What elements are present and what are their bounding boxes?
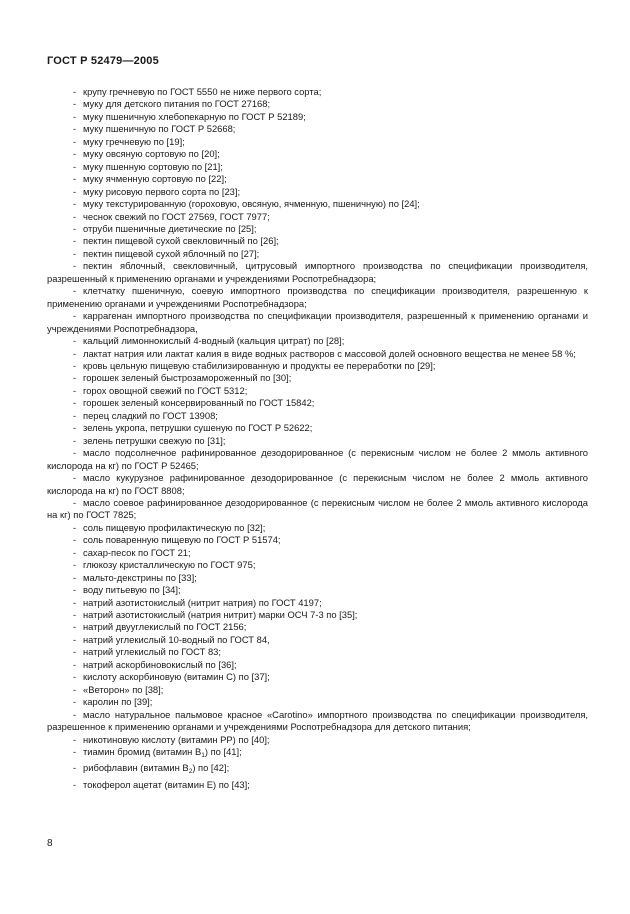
list-item [47,597,588,609]
list-dash: - [73,778,77,790]
list-dash: - [73,658,77,670]
list-dash: - [73,397,77,409]
list-item [47,684,588,696]
list-item [47,372,588,384]
list-item [47,547,588,559]
list-dash: - [73,185,77,197]
list-item-text: кислоту аскорбиновую (витамин С) по [37]; [83,671,270,683]
subscript-text: 2 [188,768,193,776]
list-item [47,609,588,621]
list-item [47,385,588,397]
list-item [47,709,588,734]
list-item [47,360,588,372]
document-header: ГОСТ Р 52479—2005 [47,55,159,67]
list-item [47,348,588,360]
list-item-text: крупу гречневую по ГОСТ 5550 не ниже первого сорта; [83,86,322,97]
ingredient-list [47,86,588,791]
list-item [47,534,588,546]
list-item [47,98,588,110]
list-item [47,285,588,310]
list-item-text: муку пшеничную по ГОСТ Р 52668; [83,123,236,135]
list-item-text: масло кукурузное рафинированное дезодорированное (с перекисным числом не более 2 ммоль активного кислорода на кг) по ГОСТ 8808; [47,472,588,496]
list-item [47,223,588,235]
list-dash: - [73,621,77,633]
list-dash: - [73,762,77,774]
list-item-text: натрий аскорбиновокислый по [36]; [83,658,237,670]
list-item [47,646,588,658]
list-item-text: горох овощной свежий по ГОСТ 5312; [83,384,248,396]
list-item-text: горошек зеленый быстрозамороженный по [30]; [83,372,292,384]
list-item [47,148,588,160]
list-item-text: отруби пшеничные диетические по [25]; [83,222,257,234]
list-dash: - [73,584,77,596]
list-dash: - [73,496,77,508]
list-item [47,746,588,762]
list-item [47,198,588,210]
list-dash: - [73,733,77,745]
list-dash: - [73,434,77,446]
list-dash: - [73,646,77,658]
list-dash: - [73,285,77,297]
list-item [47,559,588,571]
list-dash: - [73,222,77,234]
list-item [47,522,588,534]
list-item [47,572,588,584]
list-item-text: чеснок свежий по ГОСТ 27569, ГОСТ 7977; [83,210,270,222]
list-item [47,659,588,671]
list-dash: - [73,135,77,147]
list-item [47,211,588,223]
list-item-text: натрий азотистокислый (нитрит натрия) по ГОСТ 4197; [83,596,322,608]
list-item-text: масло натуральное пальмовое красное «Carotino» импортного производства по спецификации производителя, разрешенное к применению органами и учреждениями Роспотребнадзора для детского питания; [47,708,588,733]
list-dash: - [73,708,77,720]
list-item [47,472,588,497]
list-dash: - [73,671,77,683]
list-item-text: зелень петрушки свежую по [31]; [83,434,226,446]
list-item [47,584,588,596]
list-item-text: муку рисовую первого сорта по [23]; [83,185,241,197]
list-dash: - [73,534,77,546]
list-item-text: зелень укропа, петрушки сушеную по ГОСТ Р 52622; [83,422,313,434]
list-dash: - [73,372,77,384]
list-dash: - [73,472,77,484]
list-item-text: воду питьевую по [34]; [83,584,181,596]
list-item-text: муку для детского питания по ГОСТ 27168; [83,98,271,110]
list-dash: - [73,98,77,110]
list-item-text: каррагенан импортного производства по спецификации производителя, разрешенный к применению органами и учреждениями Роспотребнадзора, [47,310,588,334]
list-dash: - [73,173,77,185]
list-dash: - [73,310,77,322]
list-dash: - [73,235,77,247]
list-dash: - [73,110,77,122]
list-dash: - [73,210,77,222]
list-item [47,173,588,185]
list-dash: - [73,148,77,160]
list-item [47,497,588,522]
list-item-text: мальто-декстрины по [33]; [83,571,197,583]
list-item [47,335,588,347]
list-item [47,123,588,135]
list-dash: - [73,596,77,608]
list-dash: - [73,571,77,583]
list-item-text: пектин яблочный, свекловичный, цитрусовый импортного производства по спецификации производителя, разрешенный к применению органами и учреждениями Роспотребнадзора; [47,260,588,284]
list-item-text: глюкозу кристаллическую по ГОСТ 975; [83,559,256,571]
list-dash: - [73,335,77,347]
list-item-text: пектин пищевой сухой яблочный по [27]; [83,247,260,259]
list-dash: - [73,247,77,259]
list-dash: - [73,409,77,421]
list-item-text: муку текстурированную (гороховую, овсяную, ячменную, пшеничную) по [24]; [83,198,420,210]
list-item [47,248,588,260]
list-dash: - [73,546,77,558]
list-item [47,111,588,123]
list-item-text: муку овсяную сортовую по [20]; [83,148,220,160]
list-item [47,447,588,472]
list-item-text: соль пищевую профилактическую по [32]; [83,521,266,533]
subscript-text: 1 [201,752,205,760]
list-dash: - [73,359,77,371]
list-item-text: никотиновую кислоту (витамин РР) по [40]; [83,733,270,745]
list-item-text: ) по [41]; [204,746,242,758]
list-item [47,310,588,335]
list-item-text: муку пшеничную хлебопекарную по ГОСТ Р 52189; [83,110,306,122]
list-item-text: лактат натрия или лактат калия в виде водных растворов с массовой долей основного вещества не менее 58 %; [83,347,576,359]
page-number: 8 [47,838,53,849]
list-item-text: клетчатку пшеничную, соевую импортного производства по спецификации производителя, разрешенную к применению органами и учреждениями Роспотребнадзора; [47,285,588,309]
list-item-text: перец сладкий по ГОСТ 13908; [83,409,218,421]
list-item-text: натрий углекислый по ГОСТ 83; [83,646,221,658]
list-item-text: ) по [42]; [192,762,230,774]
list-item [47,235,588,247]
list-item [47,161,588,173]
list-dash: - [73,260,77,272]
list-item-text: масло подсолнечное рафинированное дезодорированное (с перекисным числом не более 2 ммоль активного кислорода на кг) по ГОСТ Р 52465; [47,447,588,471]
list-item-text: «Веторон» по [38]; [83,683,164,695]
list-item-text: пектин пищевой сухой свекловичный по [26]; [83,235,279,247]
list-dash: - [73,521,77,533]
list-item-text: масло соевое рафинированное дезодорированное (с перекисным числом не более 2 ммоль активного кислорода на кг) по ГОСТ 7825; [47,496,588,521]
list-item-text: натрий двууглекислый по ГОСТ 2156; [83,621,247,633]
list-item [47,86,588,98]
list-dash: - [73,447,77,459]
list-item [47,397,588,409]
list-dash: - [73,683,77,695]
list-item-text: кровь цельную пищевую стабилизированную и продукты ее переработки по [29]; [83,359,436,371]
list-dash: - [73,123,77,135]
list-item [47,410,588,422]
list-item-text: муку пшенную сортовую по [21]; [83,160,223,172]
list-item [47,621,588,633]
list-item [47,634,588,646]
list-item [47,696,588,708]
list-item-text: рибофлавин (витамин В [83,762,189,774]
list-item-text: сахар-песок по ГОСТ 21; [83,546,191,558]
list-dash: - [73,160,77,172]
list-item-text: каролин по [39]; [83,696,153,708]
list-item-text: токоферол ацетат (витамин Е) по [43]; [83,778,250,790]
list-item-text: натрий углекислый 10-водный по ГОСТ 84, [83,633,270,645]
list-dash: - [73,86,77,97]
list-dash: - [73,422,77,434]
list-dash: - [73,384,77,396]
list-item-text: муку гречневую по [19]; [83,135,185,147]
list-item [47,734,588,746]
list-item [47,136,588,148]
list-dash: - [73,559,77,571]
list-item [47,779,588,791]
list-item-text: муку ячменную сортовую по [22]; [83,173,227,185]
list-item-text: тиамин бромид (витамин В [83,746,202,758]
list-item [47,435,588,447]
list-dash: - [73,696,77,708]
list-dash: - [73,609,77,621]
list-item [47,671,588,683]
list-item [47,260,588,285]
list-item-text: кальций лимоннокислый 4-водный (кальция цитрат) по [28]; [83,335,345,347]
list-item-text: соль поваренную пищевую по ГОСТ Р 51574; [83,534,281,546]
list-dash: - [73,347,77,359]
list-item [47,186,588,198]
list-dash: - [73,746,77,758]
list-item-text: натрий азотистокислый (натрия нитрит) марки ОСЧ 7-3 по [35]; [83,609,358,621]
list-item [47,762,588,778]
list-item-text: горошек зеленый консервированный по ГОСТ 15842; [83,397,315,409]
list-dash: - [73,633,77,645]
list-dash: - [73,198,77,210]
list-item [47,422,588,434]
